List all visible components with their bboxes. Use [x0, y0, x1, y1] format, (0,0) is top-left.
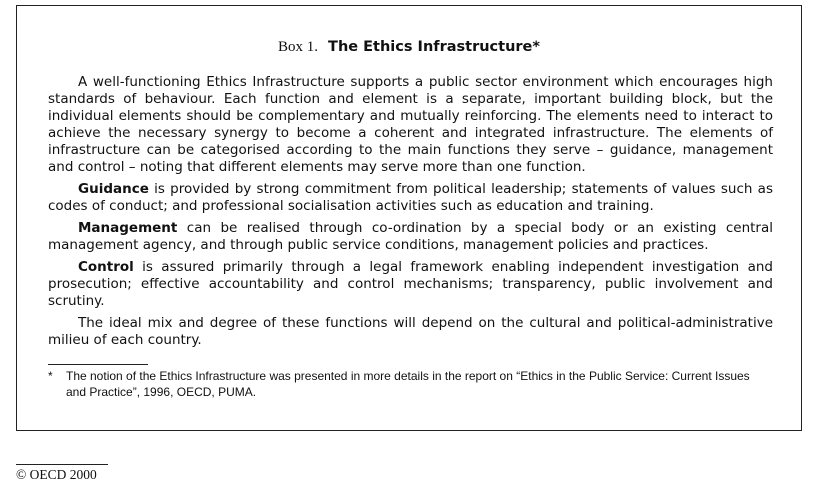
footnote-text: The notion of the Ethics Infrastructure was presented in more details in the report on “Ethics in the Public Service: Current Issues and Practice”, 1996, OECD, PUMA. — [66, 369, 750, 399]
paragraph-intro — [48, 74, 773, 176]
box-body — [48, 74, 773, 354]
box-heading: The Ethics Infrastructure* — [328, 39, 540, 55]
paragraph-conclusion-text: The ideal mix and degree of these functions will depend on the cultural and political-administrative milieu of each country. — [48, 315, 773, 348]
paragraph-management — [48, 220, 773, 254]
guidance-text: is provided by strong commitment from political leadership; statements of values such as codes of conduct; and professional socialisation activities such as education and training. — [48, 181, 773, 214]
footnote-marker: * — [48, 369, 53, 383]
control-text: is assured primarily through a legal framework enabling independent investigation and prosecution; effective accountability and control mechanisms; transparency, public involvement and scrutiny. — [48, 259, 773, 309]
guidance-term: Guidance — [78, 181, 149, 197]
paragraph-conclusion — [48, 315, 773, 349]
box-label: Box 1. — [278, 39, 319, 55]
paragraph-control — [48, 259, 773, 310]
paragraph-guidance — [48, 181, 773, 215]
control-term: Control — [78, 259, 134, 275]
copyright-notice: © OECD 2000 — [16, 467, 97, 482]
page-footer-divider — [16, 464, 108, 465]
footnote — [48, 368, 773, 400]
footnote-divider — [48, 364, 148, 365]
ethics-infrastructure-box — [16, 5, 802, 431]
paragraph-intro-text: A well-functioning Ethics Infrastructure supports a public sector environment which encourages high standards of behaviour. Each function and element is a separate, important building block, but the individual elements should be complementary and mutually reinforcing. The elements need to interact to achieve the necessary synergy to become a coherent and integrated infrastructure. The elements of infrastructure can be categorised according to the main functions they serve – guidance, management and control – noting that different elements may serve more than one function. — [48, 74, 773, 175]
management-term: Management — [78, 220, 178, 236]
management-text: can be realised through co-ordination by a special body or an existing central management agency, and through public service conditions, management policies and practices. — [48, 220, 773, 253]
box-title — [17, 36, 801, 57]
